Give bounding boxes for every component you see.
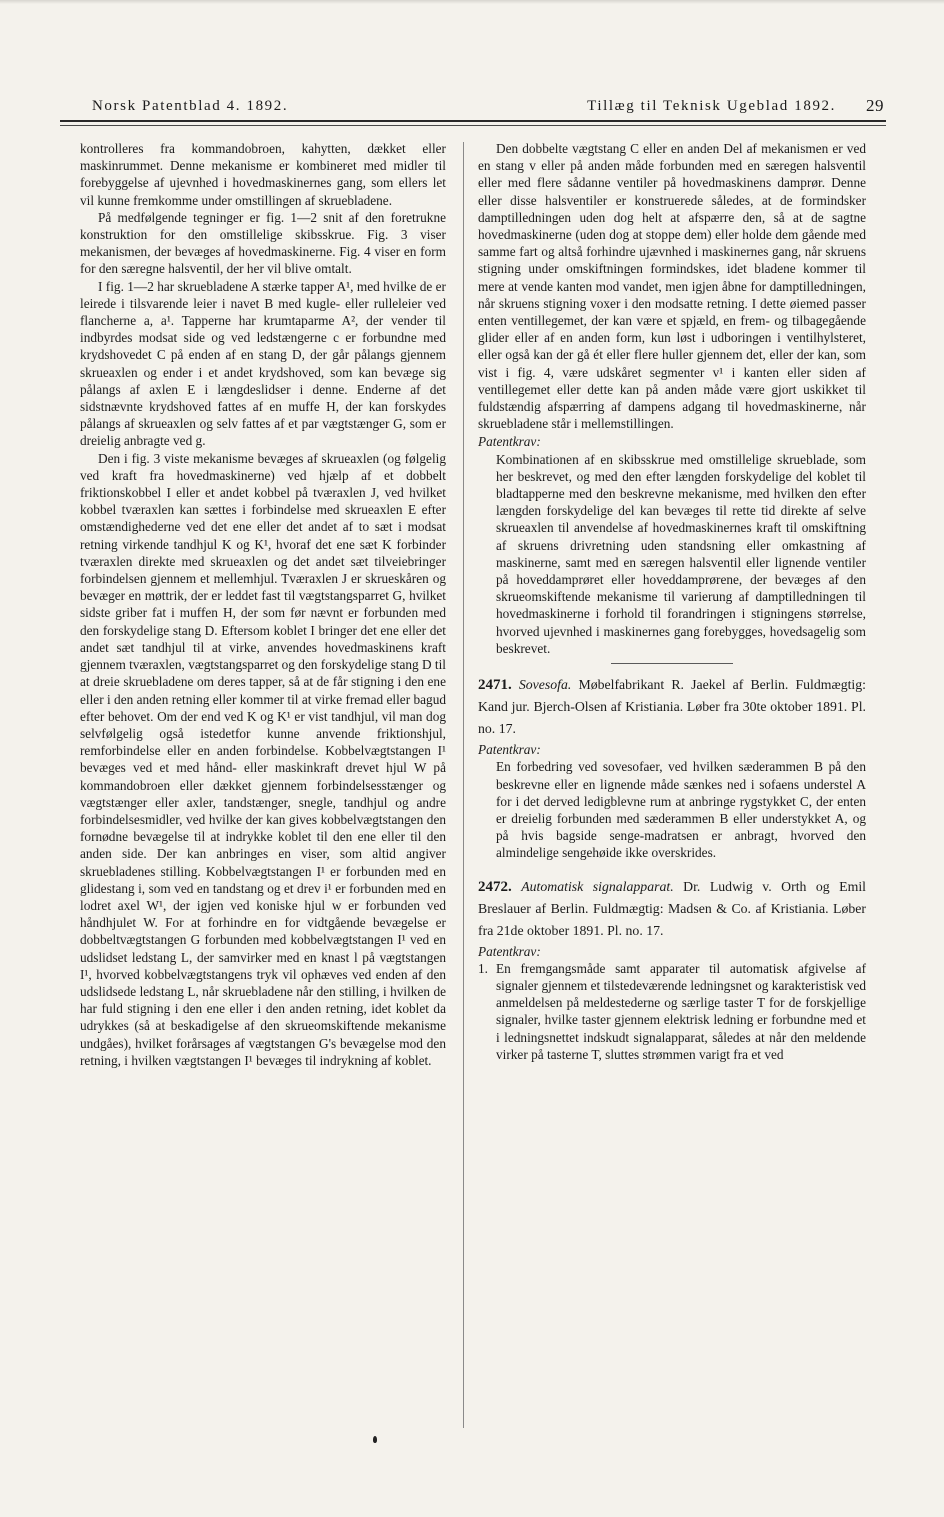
patent-entry-2471 bbox=[478, 674, 866, 861]
right-column bbox=[478, 140, 866, 1063]
entry-number: 2472. bbox=[478, 878, 512, 895]
page-number: 29 bbox=[866, 96, 884, 115]
header-rule-thick bbox=[60, 120, 886, 122]
right-intro-paragraph: Den dobbelte vægtstang C eller en anden Del af mekanismen er ved en stang v eller på anden måde forbunden med en særegen halsventil eller med flere sådanne ventiler på hovedmaskinens damprør. Denne eller disse halsventiler er konstruerede således, at de formindsker damptilledningen uden dog helt at afspærre den, så at de sagtne hovedmaskinerne (uden dog at stoppe dem) eller holde dem gående med samme fart og altså forhindre ujævnhed i maskinernes gang, når skruens stigning under omskiftningen formindskes, idet bladene kommer til mere at vende kanten mod vandet, men igjen åbne for damptilledningen, når skruens stigning voxer i den modsatte retning. I dette øiemed passer enten ventillegemet, der kan være et spjæld, en frem- og tilbagegående glider eller af en anden form, kun løst i udboringen i ventilhylsteret, eller også kan der gå ét eller flere huller gjennem det, eller der kan, som vist i fig. 4, være udskåret segmenter v¹ i kanten eller siden af ventillegemet eller dette kan på anden måde være gjort uskikket til fuldstændig afspærring af dampens adgang til hovedmaskinerne, når skruebladene står i mellemstillingen. bbox=[478, 141, 866, 432]
entry-number: 2471. bbox=[478, 677, 512, 694]
left-paragraph-2: På medfølgende tegninger er fig. 1—2 snit af den foretrukne konstruktion for den omstillelige skibsskrue. Fig. 3 viser mekanismen, der bevæges af hovedmaskinerne. Fig. 4 viser en form for den særegne halsventil, der her vil blive omtalt. bbox=[80, 209, 446, 277]
left-paragraph-1: kontrolleres fra kommandobroen, kahytten, dækket eller maskinrummet. Denne mekanisme er kombineret med midler til forebyggelse af ujevnhed i hovedmaskinernes gang, som ellers let vil kunne fremkomme under omstillingen af skruebladene. bbox=[80, 141, 446, 208]
entry-claim-label: Patentkrav: bbox=[478, 742, 541, 758]
entry-title: Sovesofa. bbox=[518, 677, 572, 693]
numbered-claim-text: En fremgangsmåde samt apparater til automatisk afgivelse af signaler gjennem et tilstedeværende ledningsnet og karakteristisk ved anmeldelsen på meldestederne og særlige taster T for de forskjellige signaler, hvilke taster gjennem elektrisk ledning er forbundne med et i ledningsnettet indskudt signalapparat, således at når den meldende virker på tasterne T, sluttes strømmen varigt fra et ved bbox=[496, 960, 866, 1062]
claim-label: Patentkrav: bbox=[478, 434, 541, 450]
left-paragraph-4: Den i fig. 3 viste mekanisme bevæges af skrueaxlen (og følgelig ved kraft fra hovedmaskinerne) ved hjælp af et dobbelt friktionskobbel I eller et andet kobbel på tværaxlen J, ved hvilket kobbel tværaxlen kan sættes i forbindelse med skrueaxlen E efter omstændighederne ved det ene eller det andet af to sæt i modsat retning virkende tandhjul K og K¹, hvoraf det ene sæt K forbinder tværaxlen direkte med skrueaxlen og det andet sæt tilveiebringer forbindelsen gjennem et mellemhjul. Tværaxlen J er skrueskåren og bevæger en møttrik, der er leddet fast til vægtstangsparret G, hvilket sidste griber fat i muffen H, der som før nævnt er forbunden med den forskydelige stang D. Eftersom koblet I bringer det ene eller det andet sæt tandhjul til at virke, anvendes hovedmaskinens kraft gjennem tværaxlen, vægtstangsparret og den forskydelige stang D til at dreie skruebladene om deres tapper, så at de får stigning i den ene eller i den anden retning eller kommer til at virke fremad eller bagud efter behovet. Om der end ved K og K¹ er vist tandhjul, vil man dog selvfølgelig også istedetfor kunne anvende friktionshjul, remforbindelse eller en anden forbindelse. Kobbelvægtstangen I¹ bevæges ved et med hånd- eller maskinkraft drevet hjul W på kommandobroen eller dækket gjennem forbindelsesstænger og vægtstænger eller axler, tandstænger, snegle, tandhjul og andre forbindelsesmidler, ved hvilke der kan gives kobbelvægtstangen den fornødne bevægelse til at indrykke koblet til den ene eller til den anden side. Der kan anbringes en viser, som altid angiver skruebladenes stilling. Kobbelvægtstangen I¹ er forbunden med en glidestang i, som ved en tandstang og et drev i¹ er forbunden med en lodret axel W¹, der igjen ved koniske hjul w er forbunden ved håndhjulet W. For at forhindre en for vidtgående bevægelse er dobbeltvægtstangen G forbunden med kobbelvægtstangen I¹ ved en udslidset ledstang L, der samvirker med en knast l på vægtstangen I¹, hvorved kobbelvægtstangens tryk vil ophæves ved enden af den udslidsede ledstang L, når skruebladene når den stilling, i hvilken de har fuld stigning i den ene eller i den anden retning, idet koblet da udrykkes (så at beskadigelse af den skrueomskiftende mekanisme undgåes), hvilket forårsages af vægtstangen G's bevægelse mod den retning, i hvilken vægtstangen I¹ bevæges til indrykning af koblet. bbox=[80, 450, 446, 1068]
column-divider bbox=[463, 142, 464, 1428]
entry-claim-text: En forbedring ved sovesofaer, ved hvilken sæderammen B på den beskrevne eller en lignende måde sænkes ned i sofaens understel A for i det derved ledigblevne rum at anbringe rygstykket C, der enten er dreielig forbunden med sæderammen B eller understykket A, og på hvis bagside senge-madratsen er anbragt, hvorved den almindelige sengehøide ikke overskrides. bbox=[496, 759, 866, 861]
entry-details: Møbelfabrikant R. Jaekel af Berlin. Fuldmægtig: Kand jur. Bjerch-Olsen af Kristiania. Løber fra 30te oktober 1891. Pl. no. 17. bbox=[478, 677, 866, 737]
claim-text: Kombinationen af en skibsskrue med omstillelige skrueblade, som her beskrevet, og med den efter længden forskydelige del koblet til bladtapperne med den beskrevne mekanisme, med hvilken den efter længden forskydelige del kan bevæges til rette tid direkte af selve skrueaxlen til anvendelse af hovedmaskinernes kraft til omskiftning af skruens drivretning uden standsning eller omkastning af maskinerne, samt med en særegen halsventil eller lignende ventiler på hoveddamprøret eller hoveddamprørene, der bevæges af den skrueomskiftende mekanisme til varierung af damptilledningen til hovedmaskinerne i forhold til forandringen i stigningens størrelse, hvorved ujevnhed i maskinernes gang forebygges, hovedsagelig som beskrevet. bbox=[496, 451, 866, 656]
header-left-title: Norsk Patentblad 4. 1892. bbox=[92, 98, 289, 114]
ink-blot bbox=[373, 1436, 377, 1443]
entry-heading bbox=[478, 876, 866, 942]
entry-title: Automatisk signalapparat. bbox=[521, 878, 674, 894]
page-top-edge bbox=[0, 0, 944, 4]
claim-number: 1. bbox=[478, 960, 488, 976]
numbered-claim bbox=[478, 960, 866, 1063]
left-paragraph-3: I fig. 1—2 har skruebladene A stærke tapper A¹, med hvilke de er leirede i tilsvarende leier i navet B med kugle- eller rulleleier ved flancherne a, a¹. Tapperne har krumtaparme A², der vender til indbyrdes modsat side og ved ledstængerne c er forbundne med krydshovedet C på enden af en stang D, der går pålangs gjennem skrueaxlen og ender i et andet krydshoved, som kan bevæge sig pålangs af axlen E i længdeslidser i denne. Enderne af det sidstnævnte krydshoved fattes af en muffe H, der kan forskydes pålangs af skrueaxlen og selv fattes af et par vægtstænger G, som er dreielig anbragte ved g. bbox=[80, 278, 446, 449]
header-rule-thin bbox=[60, 125, 886, 126]
entry-heading bbox=[478, 674, 866, 740]
entry-details: Dr. Ludwig v. Orth og Emil Breslauer af Berlin. Fuldmægtig: Madsen & Co. af Kristiania. Løber fra 21de oktober 1891. Pl. no. 17. bbox=[478, 878, 866, 938]
header-right-title: Tillæg til Teknisk Ugeblad 1892. bbox=[587, 98, 836, 114]
section-separator bbox=[611, 663, 733, 664]
left-column bbox=[80, 140, 446, 1069]
patent-entry-2472 bbox=[478, 876, 866, 1063]
entry-claim-label: Patentkrav: bbox=[478, 943, 541, 959]
